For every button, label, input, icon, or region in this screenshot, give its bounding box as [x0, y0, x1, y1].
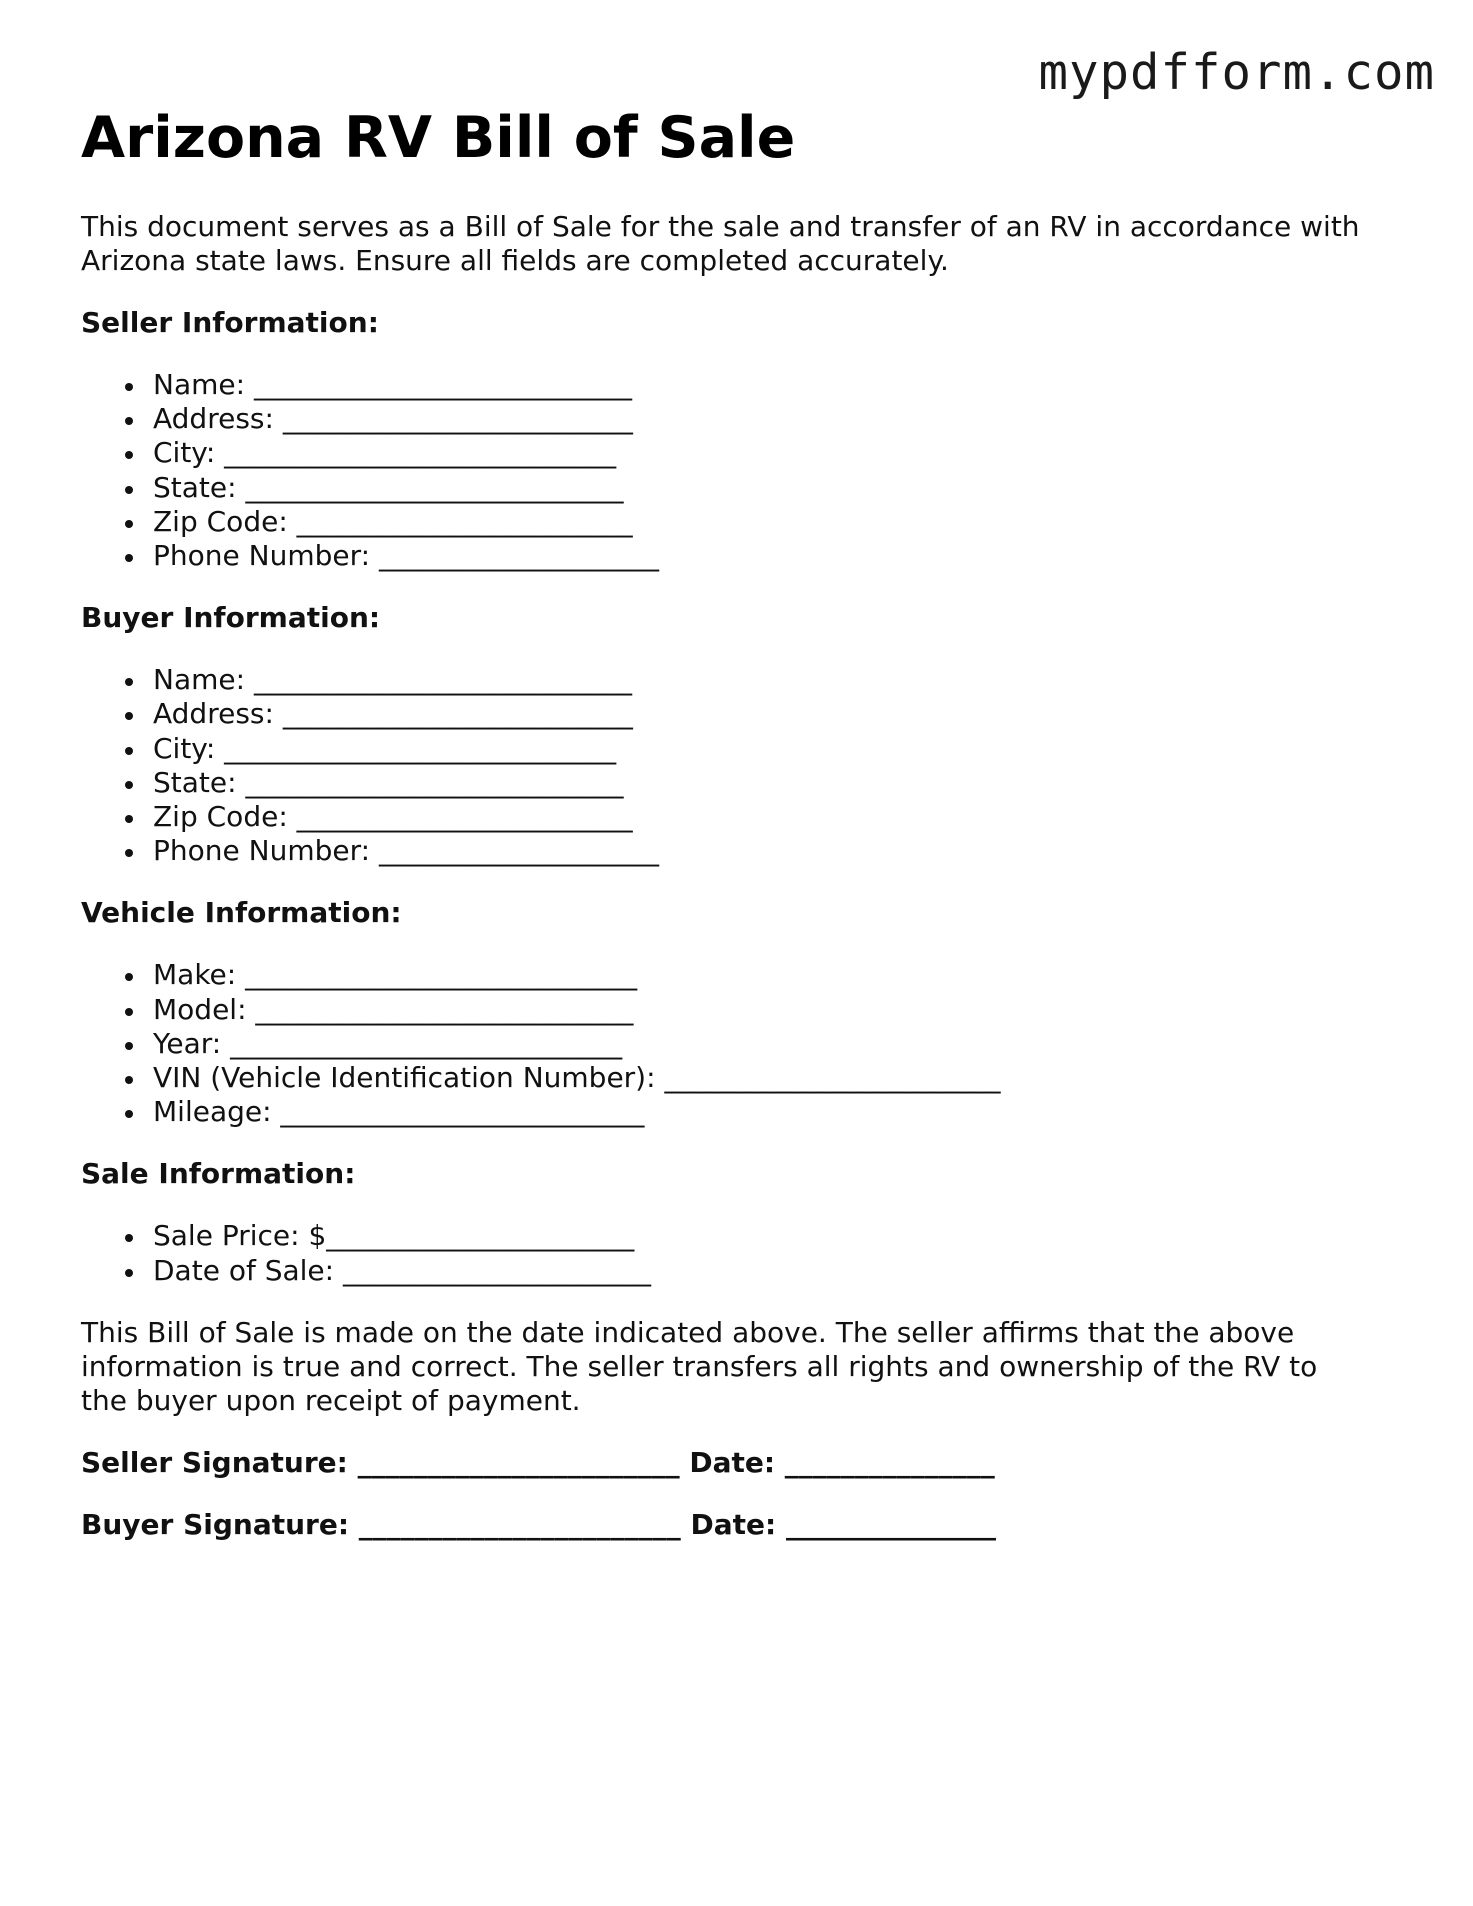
sale-fields-list [81, 1219, 1401, 1287]
buyer-address-field[interactable]: Address: _________________________ [153, 697, 1401, 731]
vehicle-fields-list [81, 958, 1401, 1129]
seller-city-field[interactable]: City: ____________________________ [153, 436, 1401, 470]
seller-name-field[interactable]: Name: ___________________________ [153, 368, 1401, 402]
intro-paragraph: This document serves as a Bill of Sale for the sale and transfer of an RV in accordance with Arizona state laws. Ensure all fields are completed accurately. [81, 210, 1360, 277]
seller-fields-list [81, 368, 1401, 573]
buyer-city-field[interactable]: City: ____________________________ [153, 732, 1401, 766]
buyer-state-field[interactable]: State: ___________________________ [153, 766, 1401, 800]
seller-section-heading: Seller Information: [81, 306, 379, 339]
seller-zip-field[interactable]: Zip Code: ________________________ [153, 505, 1401, 539]
buyer-signature-line[interactable]: Buyer Signature: _______________________ Date: _______________ [81, 1507, 996, 1541]
sale-date-field[interactable]: Date of Sale: ______________________ [153, 1254, 1401, 1288]
vehicle-mileage-field[interactable]: Mileage: __________________________ [153, 1095, 1401, 1129]
sale-section-heading: Sale Information: [81, 1157, 356, 1191]
seller-address-field[interactable]: Address: _________________________ [153, 402, 1401, 436]
buyer-section-heading: Buyer Information: [81, 601, 381, 635]
vehicle-make-field[interactable]: Make: ____________________________ [153, 958, 1401, 992]
buyer-name-field[interactable]: Name: ___________________________ [153, 663, 1401, 697]
seller-signature-line[interactable]: Seller Signature: _______________________ Date: _______________ [81, 1445, 995, 1479]
vehicle-section-heading: Vehicle Information: [81, 896, 402, 930]
document-page [81, 104, 1401, 1542]
buyer-phone-field[interactable]: Phone Number: ____________________ [153, 834, 1401, 868]
seller-state-field[interactable]: State: ___________________________ [153, 471, 1401, 505]
sale-price-field[interactable]: Sale Price: $______________________ [153, 1219, 1401, 1253]
closing-paragraph: This Bill of Sale is made on the date indicated above. The seller affirms that the above information is true and correct. The seller transfers all rights and ownership of the RV to the buyer upon receipt of payment. [81, 1315, 1318, 1417]
vehicle-vin-field[interactable]: VIN (Vehicle Identification Number): ________________________ [153, 1061, 1401, 1095]
vehicle-year-field[interactable]: Year: ____________________________ [153, 1027, 1401, 1061]
buyer-zip-field[interactable]: Zip Code: ________________________ [153, 800, 1401, 834]
document-title: Arizona RV Bill of Sale [81, 105, 796, 171]
seller-phone-field[interactable]: Phone Number: ____________________ [153, 539, 1401, 573]
buyer-fields-list [81, 663, 1401, 868]
vehicle-model-field[interactable]: Model: ___________________________ [153, 993, 1401, 1027]
site-watermark: mypdfform.com [1038, 44, 1435, 101]
